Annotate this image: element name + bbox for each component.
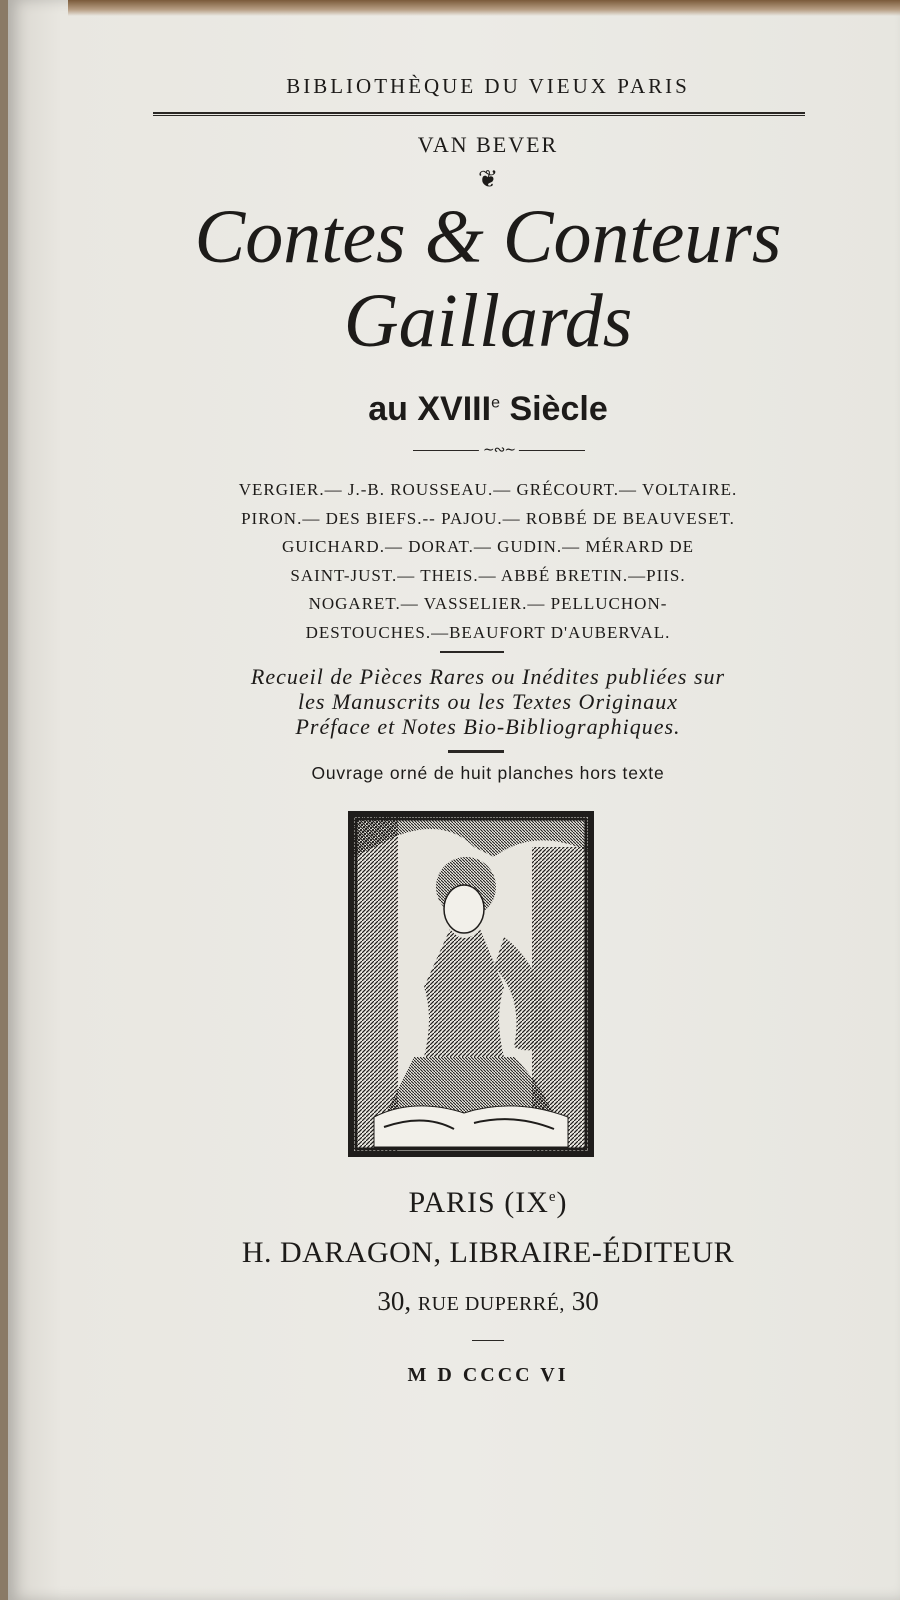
authors-line: PIRON.— DES BIEFS.-- PAJOU.— ROBBÉ DE BEAUVESET. [241, 508, 735, 528]
description-line: Préface et Notes Bio-Bibliographiques. [295, 714, 681, 739]
address-number: 30, [377, 1286, 412, 1316]
contributing-authors [88, 476, 888, 647]
illustrations-note: Ouvrage orné de huit planches hors texte [311, 763, 665, 783]
authors-line: NOGARET.— VASSELIER.— PELLUCHON- [308, 594, 668, 613]
description [88, 664, 888, 739]
imprint-address [88, 1286, 888, 1317]
description-line: les Manuscrits ou les Textes Originaux [298, 689, 678, 714]
title-line-2: Gaillards [343, 279, 633, 363]
authors-line: SAINT-JUST.— THEIS.— ABBÉ BRETIN.—PIIS. [290, 565, 686, 585]
subtitle [88, 390, 888, 429]
authors-line: DESTOUCHES.—BEAUFORT D'AUBERVAL. [305, 622, 671, 642]
title-page [8, 0, 900, 1600]
subtitle-superscript: e [491, 394, 500, 412]
author-name: VAN BEVER [417, 132, 559, 157]
divider-rule [448, 750, 504, 753]
subtitle-suffix: Siècle [509, 390, 608, 428]
divider-rule [472, 1340, 504, 1341]
title-line-1: Contes & Conteurs [194, 195, 782, 279]
authors-line: GUICHARD.— DORAT.— GUDIN.— MÉRARD DE [281, 537, 695, 556]
authors-line: VERGIER.— J.-B. ROUSSEAU.— GRÉCOURT.— VOLTAIRE. [238, 480, 738, 499]
city-close: ) [556, 1186, 568, 1219]
subtitle-prefix: au XVIII [368, 390, 492, 428]
address-street: RUE DUPERRÉ, [417, 1293, 565, 1315]
book-top-edge [68, 0, 900, 16]
ornament-icon: ∼∾∼ [479, 442, 519, 459]
engraving-image [354, 817, 588, 1151]
series-rule [153, 112, 805, 114]
divider-rule [440, 651, 504, 653]
series-title: BIBLIOTHÈQUE DU VIEUX PARIS [286, 74, 690, 98]
imprint-city [88, 1186, 888, 1220]
fleuron-icon: ❦ [477, 167, 499, 193]
publication-year: M D CCCC VI [407, 1364, 569, 1386]
description-line: Recueil de Pièces Rares ou Inédites publiées sur [250, 664, 726, 689]
frontispiece-engraving [348, 811, 594, 1157]
imprint-publisher: H. DARAGON, LIBRAIRE-ÉDITEUR [241, 1236, 735, 1269]
book-title [88, 195, 888, 363]
city-superscript: e [548, 1189, 557, 1205]
address-number: 30 [571, 1286, 599, 1316]
city-name: PARIS (IX [408, 1186, 549, 1219]
ornamental-rule [413, 443, 585, 458]
